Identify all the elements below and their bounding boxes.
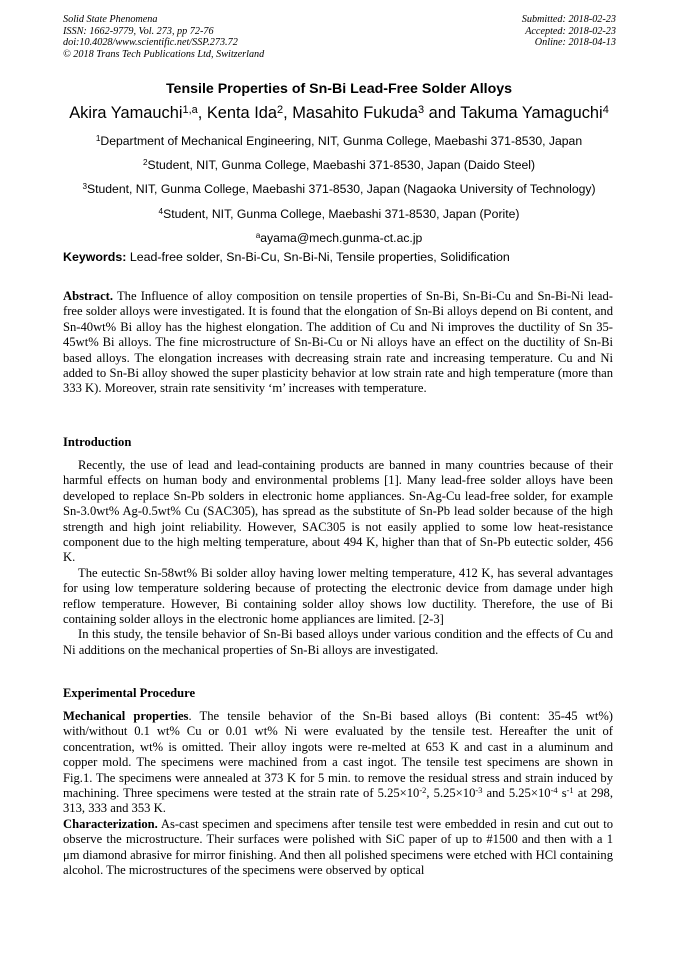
abstract [63, 289, 613, 397]
journal-info [63, 14, 264, 60]
author-name: Kenta Ida [206, 104, 278, 122]
author-list: Akira Yamauchi$^{1,a}$, Kenta Ida$^2$, Masahito Fukuda$^3$ and Takuma Yamaguchi$^4$ [69, 103, 609, 122]
paragraph: In this study, the tensile behavior of Sn-Bi based alloys under various condition and the effects of Cu and Ni additions on the mechanical properties of Sn-Bi alloys are investigated. [63, 627, 613, 657]
experimental-body [63, 709, 613, 878]
journal-doi: doi:10.4028/www.scientific.net/SSP.273.72 [63, 37, 238, 49]
author-name: Akira Yamauchi [69, 104, 183, 122]
affiliation: $^3$Student, NIT, Gunma College, Maebashi 371-8530, Japan (Nagaoka University of Technology) [82, 182, 596, 197]
characterization-label: Characterization. [63, 816, 158, 831]
experimental-heading: Experimental Procedure [63, 686, 196, 700]
author-name: Masahito Fukuda [292, 104, 418, 122]
journal-issn: ISSN: 1662-9779, Vol. 273, pp 72-76 [63, 25, 214, 37]
submission-dates [522, 14, 616, 49]
mechanical-label: Mechanical properties [63, 709, 189, 723]
author-email: $^a$ayama@mech.gunma-ct.ac.jp [255, 230, 423, 245]
paper-title: Tensile Properties of Sn-Bi Lead-Free Solder Alloys [165, 81, 513, 97]
affiliation: $^2$Student, NIT, Gunma College, Maebashi 371-8530, Japan (Daido Steel) [142, 158, 536, 173]
author-affiliation-mark: 3 [417, 103, 425, 116]
online-date: Online: 2018-04-13 [534, 37, 616, 49]
keywords-label: Keywords: [63, 250, 127, 264]
paragraph: The eutectic Sn-58wt% Bi solder alloy having lower melting temperature, 412 K, has several advantages for using low temperature soldering because of protecting the electronic device from damage under high reflow temperature. However, Bi containing solder alloy shows low ductility. Therefore, the use of Bi containing solder alloys in the electronic home appliances are limited. [2-3] [63, 565, 613, 627]
journal-copyright: © 2018 Trans Tech Publications Ltd, Switzerland [63, 48, 265, 60]
author-affiliation-mark: 1,a [182, 103, 198, 116]
accepted-date: Accepted: 2018-02-23 [525, 25, 616, 37]
affiliation-list [0, 129, 678, 250]
keywords-text: Lead-free solder, Sn-Bi-Cu, Sn-Bi-Ni, Tensile properties, Solidification [129, 250, 510, 264]
abstract-label: Abstract. [63, 289, 114, 303]
introduction-body [63, 458, 613, 658]
paragraph-mechanical: Mechanical properties. The tensile behavior of the Sn-Bi based alloys (Bi content: 35-45 wt%) with/without 0.1 wt% Cu or 0.01 wt% Ni were evaluated by the tensile test. Hereafter the unit of concentration, wt% is omitted. Their alloy ingots were re-melted at 653 K and cast in a aluminum and copper mold. The specimens were machined from a cast ingot. The tensile test specimens are shown in Fig.1. The specimens were annealed at 373 K for 5 min. to remove the residual stress and strain induced by machining. Three specimens were tested at the strain rate of $5.25\times 10^{-2}$, $5.25\times 10^{-3}$ and $5.25\times 10^{-4}$ $s^{-1}$ at 298, 313, 333 and 353 K. [63, 709, 613, 816]
introduction-heading: Introduction [63, 435, 132, 449]
affiliation: $^4$Student, NIT, Gunma College, Maebashi 371-8530, Japan (Porite) [158, 206, 520, 221]
author-affiliation-mark: 4 [602, 103, 609, 116]
abstract-text: The Influence of alloy composition on tensile properties of Sn-Bi, Sn-Bi-Cu and Sn-Bi-Ni lead-free solder alloys were investigated. It is found that the elongation of Sn-Bi alloys depend on Bi content, and Sn-40wt% Bi alloy has the highest elongation. The addition of Cu and Ni improves the ductility of Sn 35-45wt% Bi alloys. The fine microstructure of Sn-Bi-Cu or Ni alloys have an effect on the ductility of Sn-Bi based alloys. The elongation increases with decreasing strain rate and increasing temperature. Cu and Ni added to Sn-Bi alloy showed the super plasticity behavior at low strain rate and high temperature (more than 333 K). Moreover, strain rate sensitivity ‘m’ increases with temperature. [63, 289, 614, 396]
submitted-date: Submitted: 2018-02-23 [521, 14, 616, 25]
paragraph-characterization: Characterization. As-cast specimen and specimens after tensile test were embedded in resin and cut out to observe the microstructure. Their surfaces were polished with SiC paper of up to #1500 and then with a 1 μm diamond abrasive for mirror finishing. And then all polished specimens were etched with HCl containing alcohol. The microstructures of the specimens were observed by optical [63, 816, 613, 878]
keywords [63, 250, 623, 264]
journal-name: Solid State Phenomena [63, 14, 158, 25]
author-affiliation-mark: 2 [277, 103, 284, 116]
paragraph: Recently, the use of lead and lead-containing products are banned in many countries because of their harmful effects on human body and environmental problems [1]. Many lead-free solder alloys have been developed to replace Sn-Pb solders in electronic home appliances. Sn-Ag-Cu lead-free solder, for example Sn-3.0wt% Ag-0.5wt% Cu (SAC305), has spread as the substitute of Sn-Pb lead solder because of the high strength and high joint reliability. However, SAC305 is not easily applied to some low heat-resistance component due to the high melting temperature, about 494 K, higher than that of Sn-Pb eutectic solder, 456 K. [63, 458, 613, 565]
author-name: Takuma Yamaguchi [460, 104, 603, 122]
affiliation: $^1$Department of Mechanical Engineering, NIT, Gunma College, Maebashi 371-8530, Japan [95, 133, 583, 148]
